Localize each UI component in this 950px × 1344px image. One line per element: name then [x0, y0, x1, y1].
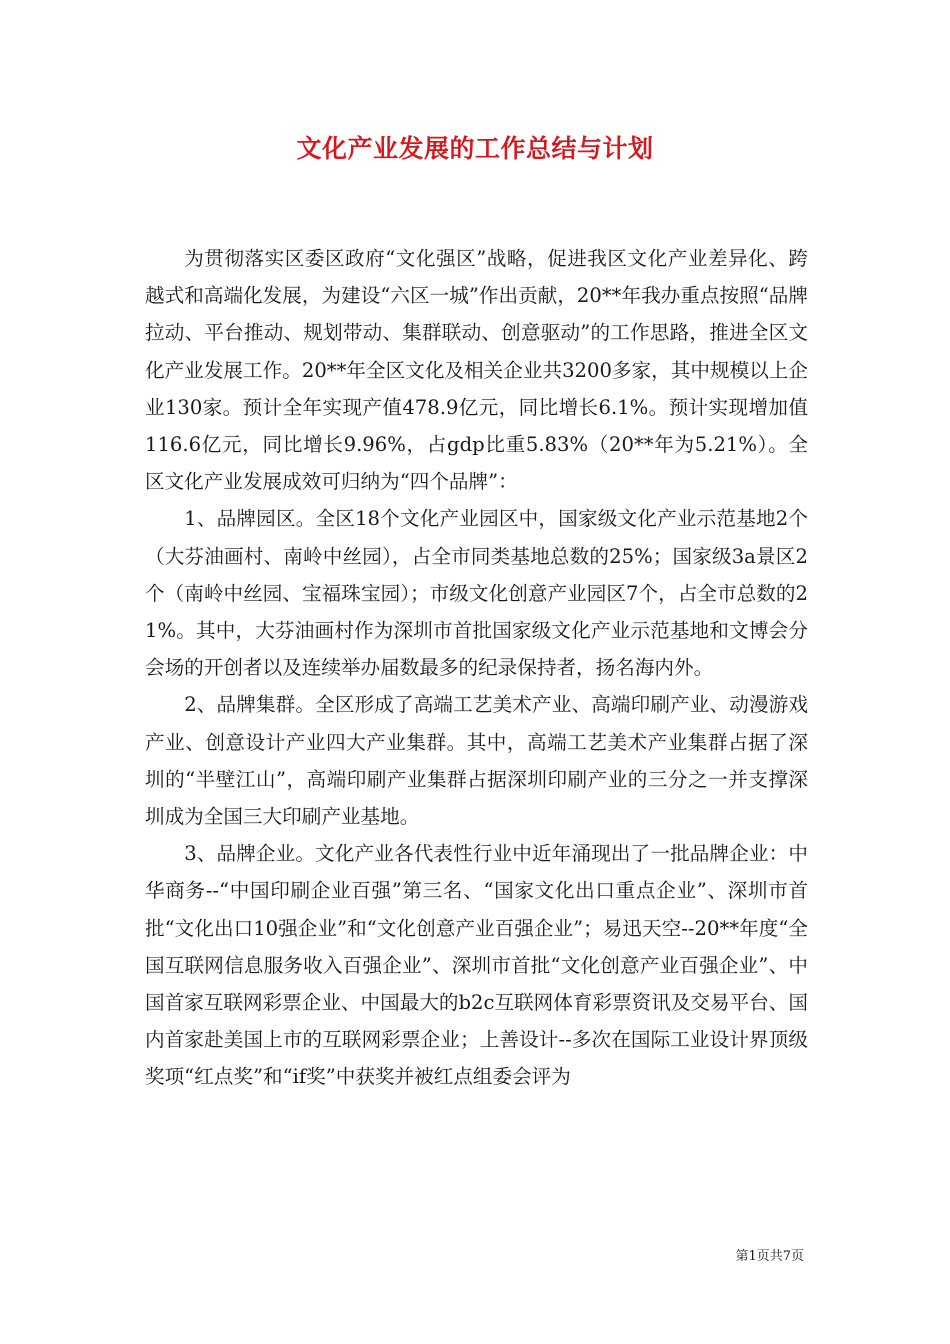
- document-title: 文化产业发展的工作总结与计划: [296, 134, 654, 163]
- paragraph-brand-enterprises: 3、品牌企业。文化产业各代表性行业中近年涌现出了一批品牌企业：中华商务--“中国印刷企业百强”第三名、“国家文化出口重点企业”、深圳市首批“文化出口10强企业”和“文化创意产业百强企业”；易迅天空--20**年度“全国互联网信息服务收入百强企业”、深圳市首批“文化创意产业百强企业”、中国首家互联网彩票企业、中国最大的b2c互联网体育彩票资讯及交易平台、国内首家赴美国上市的互联网彩票企业；上善设计--多次在国际工业设计界顶级奖项“红点奖”和“if奖”中获奖并被红点组委会评为: [145, 842, 808, 1089]
- paragraph-brand-clusters: 2、品牌集群。全区形成了高端工艺美术产业、高端印刷产业、动漫游戏产业、创意设计产业四大产业集群。其中，高端工艺美术产业集群占据了深圳的“半壁江山”，高端印刷产业集群占据深圳印刷产业的三分之一并支撑深圳成为全国三大印刷产业基地。: [145, 693, 808, 829]
- paragraph-intro: 为贯彻落实区委区政府“文化强区”战略，促进我区文化产业差异化、跨越式和高端化发展，为建设“六区一城”作出贡献，20**年我办重点按照“品牌拉动、平台推动、规划带动、集群联动、创意驱动”的工作思路，推进全区文化产业发展工作。20**年全区文化及相关企业共3200多家，其中规模以上企业130家。预计全年实现产值478.9亿元，同比增长6.1%。预计实现增加值116.6亿元，同比增长9.96%，占gdp比重5.83%（20**年为5.21%）。全区文化产业发展成效可归纳为“四个品牌”：: [145, 247, 808, 494]
- document-body: [145, 240, 808, 1096]
- paragraph-brand-parks: 1、品牌园区。全区18个文化产业园区中，国家级文化产业示范基地2个（大芬油画村、南岭中丝园），占全市同类基地总数的25%；国家级3a景区2个（南岭中丝园、宝福珠宝园）；市级文化创意产业园区7个，占全市总数的21%。其中，大芬油画村作为深圳市首批国家级文化产业示范基地和文博会分会场的开创者以及连续举办届数最多的纪录保持者，扬名海内外。: [145, 507, 808, 680]
- page-number-footer: 第1页共7页: [735, 1249, 804, 1264]
